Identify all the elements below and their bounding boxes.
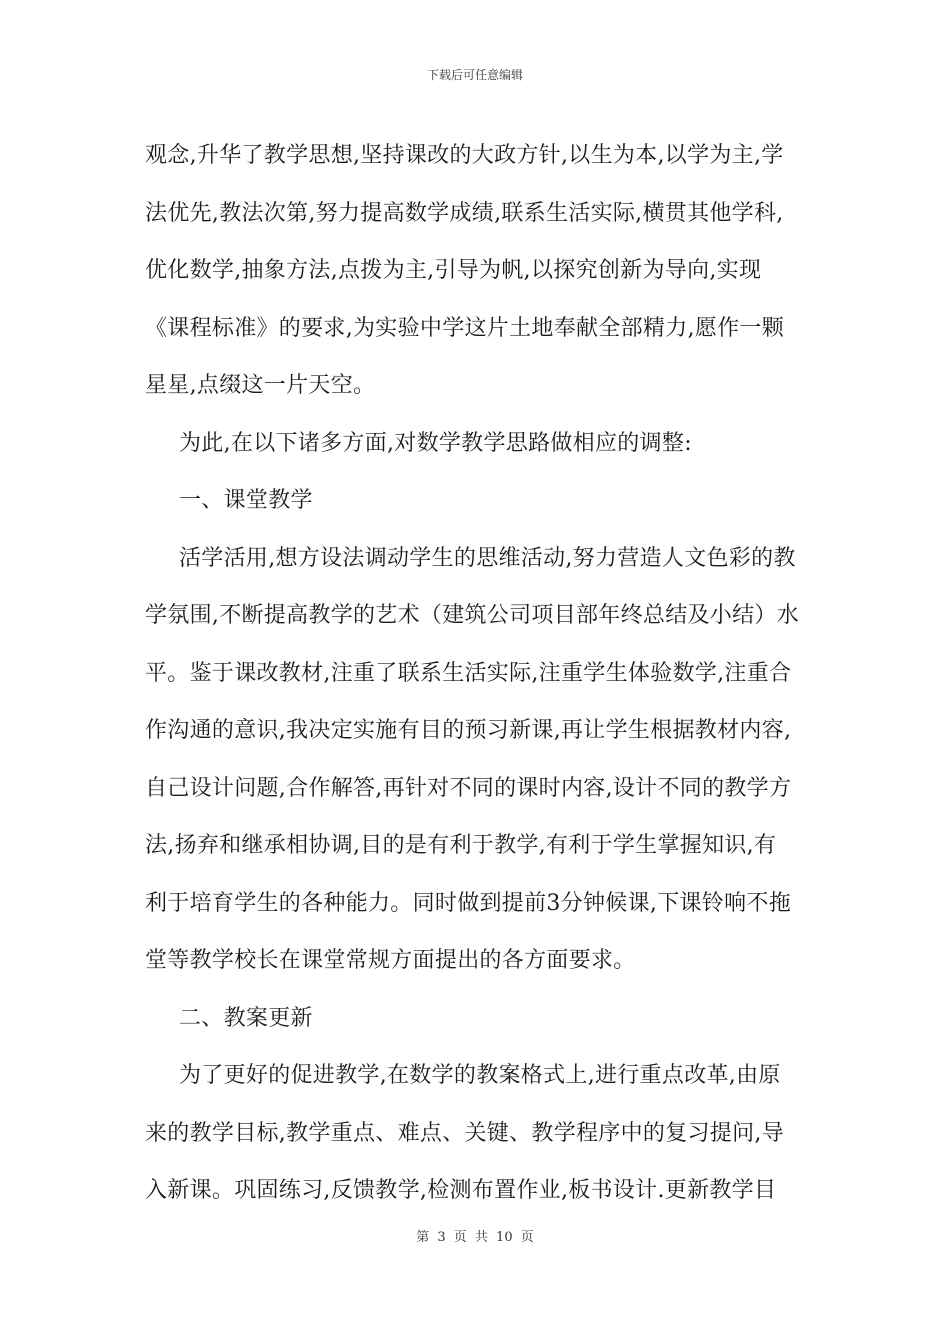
text-line: 堂等教学校长在课堂常规方面提出的各方面要求。	[145, 948, 636, 973]
text-line: 来的教学目标,教学重点、难点、关键、教学程序中的复习提问,导	[145, 1120, 784, 1146]
section-heading: 一、课堂教学	[179, 488, 313, 513]
text-line: 优化数学,抽象方法,点拨为主,引导为帆,以探究创新为导向,实现	[145, 258, 762, 283]
text-line: 法,扬弃和继承相协调,目的是有利于教学,有利于学生掌握知识,有	[145, 833, 777, 858]
text-line: 利于培育学生的各种能力。同时做到提前3分钟候课,下课铃响不拖	[145, 890, 791, 916]
text-line: 法优先,教法次第,努力提高数学成绩,联系生活实际,横贯其他学科,	[145, 200, 784, 226]
text-line: 平。鉴于课改教材,注重了联系生活实际,注重学生体验数学,注重合	[145, 660, 792, 686]
paragraph-start-line: 为此,在以下诸多方面,对数学教学思路做相应的调整:	[179, 430, 692, 456]
section-heading: 二、教案更新	[179, 1005, 313, 1031]
body-text	[145, 127, 810, 1220]
text-line: 入新课。巩固练习,反馈教学,检测布置作业,板书设计.更新教学目	[145, 1178, 777, 1203]
text-line: 星星,点缀这一片天空。	[145, 373, 376, 398]
text-line: 《课程标准》的要求,为实验中学这片土地奉献全部精力,愿作一颗	[145, 315, 784, 341]
paragraph-start-line: 活学活用,想方设法调动学生的思维活动,努力营造人文色彩的教	[179, 545, 796, 571]
page-number-footer: 第 3 页 共 10 页	[416, 1230, 534, 1245]
text-line: 自己设计问题,合作解答,再针对不同的课时内容,设计不同的教学方	[145, 775, 792, 801]
paragraph-start-line: 为了更好的促进教学,在数学的教案格式上,进行重点改革,由原	[179, 1063, 781, 1088]
page-header: 下载后可任意编辑	[426, 68, 523, 82]
text-line: 观念,升华了教学思想,坚持课改的大政方针,以生为本,以学为主,学	[145, 143, 784, 168]
text-line: 作沟通的意识,我决定实施有目的预习新课,再让学生根据教材内容,	[145, 718, 792, 743]
text-line: 学氛围,不断提高教学的艺术（建筑公司项目部年终总结及小结）水	[145, 603, 799, 628]
